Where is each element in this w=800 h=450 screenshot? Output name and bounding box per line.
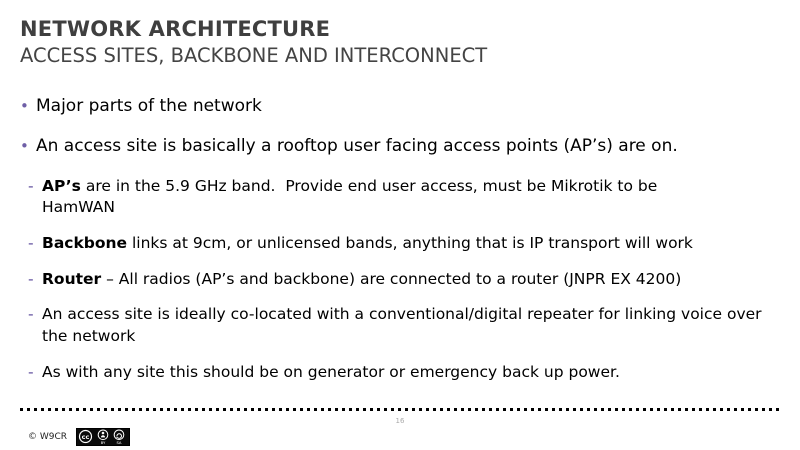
bullet-item	[20, 95, 786, 118]
slide-footer	[28, 428, 130, 446]
dash-icon: -	[28, 176, 34, 195]
bullet-text	[42, 176, 732, 219]
cc-by-sa-license-badge	[76, 428, 130, 446]
slide-body	[0, 69, 800, 383]
bullet-text	[42, 233, 693, 255]
bullet-text	[42, 269, 681, 291]
sub-bullet-item	[28, 304, 786, 347]
bullet-dot-icon: •	[20, 97, 29, 115]
dotted-divider	[20, 408, 780, 411]
dash-icon: -	[28, 269, 34, 288]
dash-icon: -	[28, 233, 34, 252]
cc-by-label: BY	[100, 440, 106, 446]
bullet-rest: An access site is ideally co-located with a conventional/digital repeater for linking voice over the network	[42, 305, 767, 345]
slide-subtitle: ACCESS SITES, BACKBONE AND INTERCONNECT	[20, 44, 488, 67]
bullet-lead: Router	[42, 269, 102, 288]
bullet-text	[42, 362, 620, 384]
bullet-rest: Major parts of the network	[36, 96, 262, 116]
slide-number: 16	[395, 417, 405, 425]
bullet-rest: links at 9cm, or unlicensed bands, anything that is IP transport will work	[127, 233, 693, 252]
bullet-rest: As with any site this should be on generator or emergency back up power.	[42, 362, 620, 381]
sub-bullet-item	[28, 269, 786, 291]
dash-icon: -	[28, 305, 34, 324]
bullet-lead: AP’s	[42, 176, 81, 195]
slide-header	[0, 0, 800, 69]
sub-bullet-item	[28, 362, 786, 384]
slide-title: NETWORK ARCHITECTURE	[20, 17, 331, 41]
bullet-rest: – All radios (AP’s and backbone) are connected to a router (JNPR EX 4200)	[101, 269, 682, 288]
dash-icon: -	[28, 362, 34, 381]
svg-text:cc: cc	[81, 433, 90, 441]
bullet-rest: are in the 5.9 GHz band. Provide end user access, must be Mikrotik to be HamWAN	[42, 176, 663, 217]
bullet-item	[20, 135, 786, 158]
bullet-lead: Backbone	[42, 233, 128, 252]
bullet-text	[36, 135, 678, 158]
bullet-text	[42, 304, 786, 347]
copyright-text: © W9CR	[28, 432, 68, 442]
cc-sa-label: SA	[116, 440, 122, 446]
bullet-rest: An access site is basically a rooftop user facing access points (AP’s) are on.	[36, 136, 678, 157]
sub-bullet-item	[28, 233, 786, 255]
sub-bullet-item	[28, 176, 786, 219]
bullet-dot-icon: •	[20, 137, 29, 156]
bullet-text	[36, 95, 262, 118]
